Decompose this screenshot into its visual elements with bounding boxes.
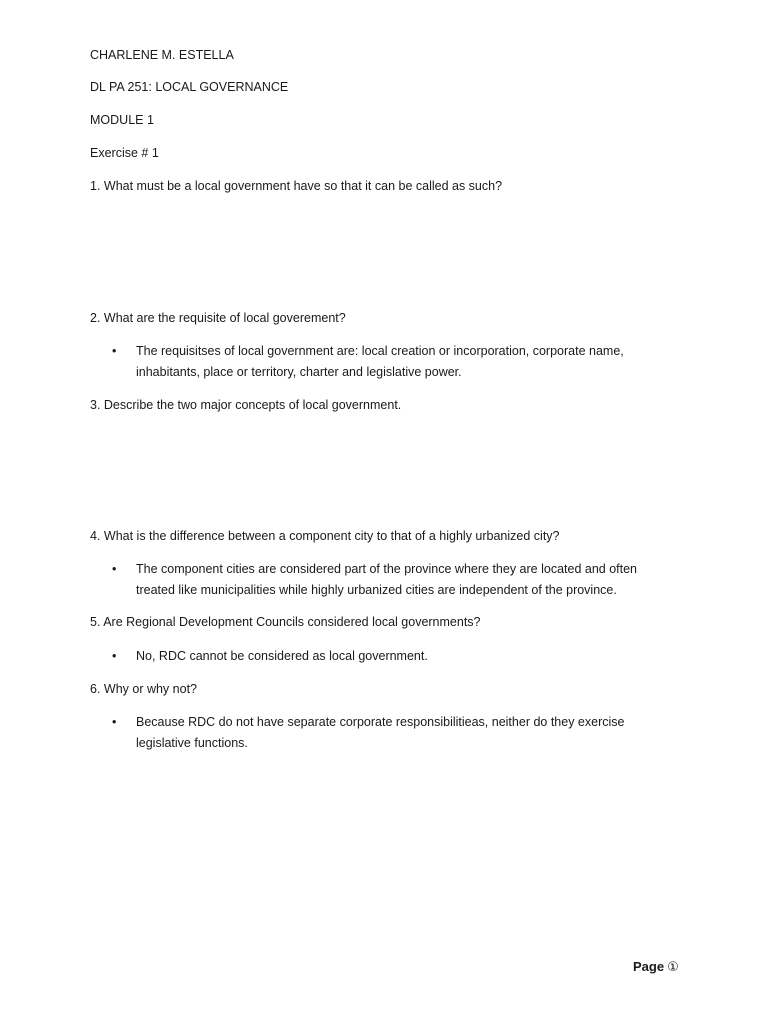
answer-4-line-1: The component cities are considered part of the province where they are located and often — [136, 562, 637, 576]
page-label: Page — [633, 959, 665, 974]
question-5: 5. Are Regional Development Councils considered local governments? — [90, 615, 481, 629]
answer-5-text — [136, 646, 676, 667]
answer-2-text — [136, 341, 676, 383]
question-1: 1. What must be a local government have so that it can be called as such? — [90, 179, 503, 193]
question-6: 6. Why or why not? — [90, 682, 197, 696]
answer-4 — [90, 559, 690, 601]
bullet-icon: • — [112, 562, 117, 576]
answer-2-line-2: inhabitants, place or territory, charter and legislative power. — [136, 365, 462, 379]
course-title: DL PA 251: LOCAL GOVERNANCE — [90, 80, 289, 94]
bullet-icon: • — [112, 715, 117, 729]
answer-6-line-2: legislative functions. — [136, 736, 248, 750]
module-heading: MODULE 1 — [90, 113, 154, 127]
answer-2 — [90, 341, 690, 383]
answer-4-line-2: treated like municipalities while highly urbanized cities are independent of the province. — [136, 583, 617, 597]
question-2: 2. What are the requisite of local goverement? — [90, 311, 346, 325]
bullet-icon: • — [112, 649, 117, 663]
answer-5-line-1: No, RDC cannot be considered as local government. — [136, 649, 428, 663]
answer-4-text — [136, 559, 676, 601]
question-3: 3. Describe the two major concepts of local government. — [90, 398, 402, 412]
page-number: ① — [667, 959, 679, 974]
bullet-icon: • — [112, 344, 117, 358]
exercise-heading: Exercise # 1 — [90, 146, 159, 160]
answer-5 — [90, 646, 690, 667]
page-footer — [633, 957, 679, 977]
answer-6-line-1: Because RDC do not have separate corporate responsibilitieas, neither do they exercise — [136, 715, 625, 729]
answer-6 — [90, 712, 690, 754]
author-name: CHARLENE M. ESTELLA — [90, 48, 234, 62]
question-4: 4. What is the difference between a component city to that of a highly urbanized city? — [90, 529, 560, 543]
answer-6-text — [136, 712, 676, 754]
answer-2-line-1: The requisitses of local government are: local creation or incorporation, corporate name, — [136, 344, 624, 358]
